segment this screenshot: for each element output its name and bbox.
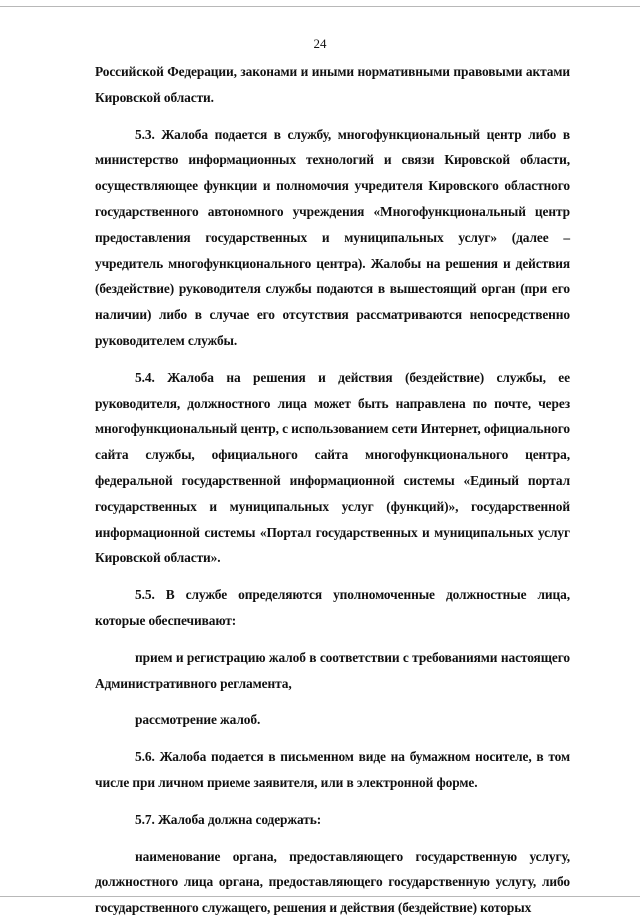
paragraph-5-7: 5.7. Жалоба должна содержать: — [135, 811, 322, 827]
paragraph-5-5: 5.5. В службе определяются уполномоченные должностные лица, которые обеспечивают: — [95, 587, 570, 628]
paragraph-continuation: Российской Федерации, законами и иными нормативными правовыми актами Кировской области. — [95, 64, 570, 105]
paragraph-5-4: 5.4. Жалоба на решения и действия (бездействие) службы, ее руководителя, должностного лица может быть направлена по почте, через многофункциональный центр, с использованием сети Интернет, официального сайта службы, официального сайта многофункционального центра, федеральной государственной информационной системы «Единый портал государственных и муниципальных услуг (функций)», государственной информационной системы «Портал государственных и муниципальных услуг Кировской области». — [95, 369, 570, 566]
paragraph-list-item-3: наименование органа, предоставляющего государственную услугу, должностного лица органа, предоставляющего государственную услугу, либо государственного служащего, решения и действия (бездействие) которых — [95, 848, 570, 916]
paragraph-5-6: 5.6. Жалоба подается в письменном виде на бумажном носителе, в том числе при личном приеме заявителя, или в электронной форме. — [95, 749, 570, 790]
paragraph-list-item-2: рассмотрение жалоб. — [135, 712, 261, 728]
page-bottom-edge — [0, 896, 640, 897]
document-body — [95, 59, 570, 921]
paragraph-5-3: 5.3. Жалоба подается в службу, многофункциональный центр либо в министерство информационных технологий и связи Кировской области, осуществляющее функции и полномочия учредителя Кировского областного государственного автономного учреждения «Многофункциональный центр предоставления государственных и муниципальных услуг» (далее – учредитель многофункционального центра). Жалобы на решения и действия (бездействие) руководителя службы подаются в вышестоящий орган (при его наличии) либо в случае его отсутствия рассматриваются непосредственно руководителем службы. — [95, 126, 570, 348]
page-number: 24 — [313, 36, 327, 51]
paragraph-list-item-1: прием и регистрацию жалоб в соответствии с требованиями настоящего Административного регламента, — [95, 649, 570, 691]
page-top-edge — [0, 6, 640, 7]
